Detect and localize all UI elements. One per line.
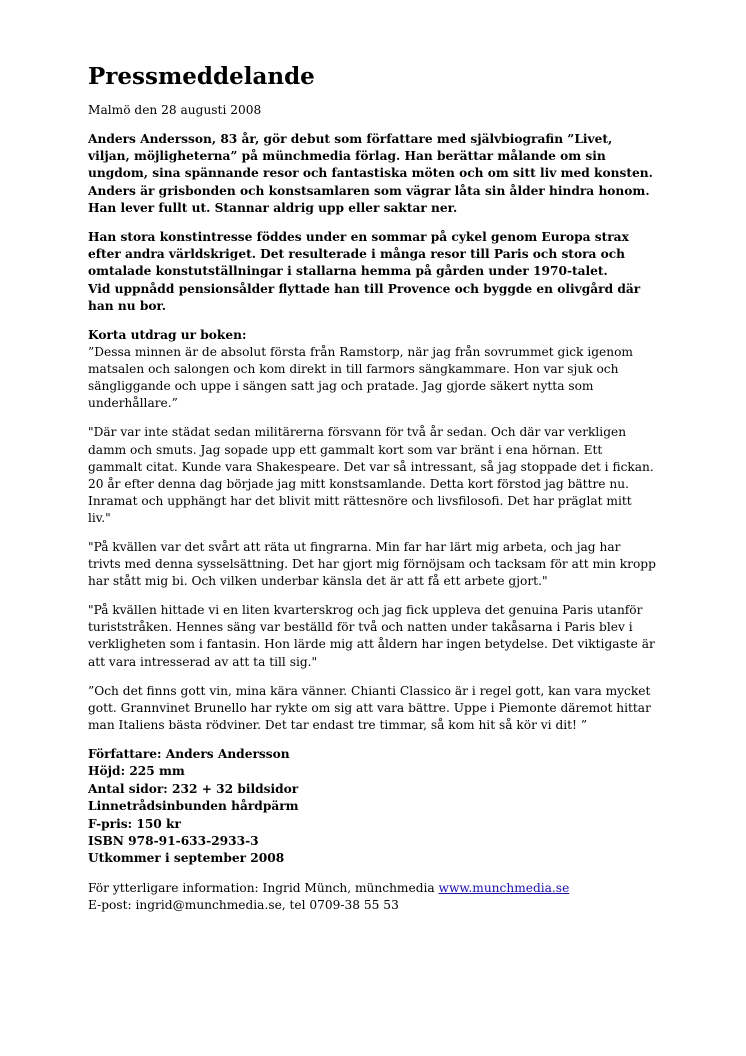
- excerpts-heading: Korta utdrag ur boken:: [88, 328, 247, 343]
- fact-release: Utkommer i september 2008: [88, 851, 285, 866]
- background-paragraph: [88, 229, 656, 315]
- contact-info: [88, 880, 656, 914]
- excerpt-quote-1: ”Dessa minnen är de absolut första från Ramstorp, när jag från sovrummet gick igenom matsalen och salongen och kom direkt in till farmors sängkammare. Hon var sjuk och sängliggande och uppe i sängen satt jag och pratade. Jag gjorde säkert nytta som underhållare.”: [88, 345, 633, 411]
- contact-info-line: [88, 880, 656, 897]
- fact-pages: Antal sidor: 232 + 32 bildsidor: [88, 781, 299, 796]
- website-link[interactable]: www.munchmedia.se: [438, 880, 570, 895]
- dateline: Malmö den 28 augusti 2008: [88, 103, 262, 117]
- excerpt-quote-4: "På kvällen hittade vi en liten kvarterskrog och jag fick uppleva det genuina Paris utanför turiststråken. Hennes säng var beställd för två och natten under takåsarna i Paris blev i verkligheten som i fantasin. Hon lärde mig att åldern har ingen betydelse. Det viktigaste är att vara intresserad av att ta till sig.": [88, 603, 655, 669]
- excerpt-quote-5: ”Och det finns gott vin, mina kära vänner. Chianti Classico är i regel gott, kan vara mycket gott. Grannvinet Brunello har rykte om sig att vara bättre. Uppe i Piemonte däremot hittar man Italiens bästa rödviner. Det tar endast tre timmar, så kom hit så kör vi dit! ”: [88, 683, 651, 732]
- contact-info-text: För ytterligare information: Ingrid Münch, münchmedia: [88, 880, 439, 895]
- background-part-2: Vid uppnådd pensionsålder flyttade han till Provence och byggde en olivgård där han nu bor.: [88, 281, 641, 313]
- excerpt-quote-2: "Där var inte städat sedan militärerna försvann för två år sedan. Och där var verkligen damm och smuts. Jag sopade upp ett gammalt kort som var bränt i ena hörnan. Ett gammalt citat. Kunde vara Shakespeare. Det var så intressant, så jag stoppade det i fickan. 20 år efter denna dag började jag mitt konstsamlande. Detta kort förstod jag bättre nu. Inramat och upphängt har det blivit mitt rättesnöre och livsfilosofi. Det har präglat mitt liv.": [88, 425, 654, 525]
- background-part-1: Han stora konstintresse föddes under en sommar på cykel genom Europa strax efter andra världskriget. Det resulterade i många resor till Paris och stora och omtalade konstutställningar i stallarna hemma på gården under 1970-talet.: [88, 230, 629, 279]
- intro-paragraph: Anders Andersson, 83 år, gör debut som författare med självbiografin ”Livet, viljan, möjligheterna” på münchmedia förlag. Han berättar målande om sin ungdom, sina spännande resor och fantastiska möten och om sitt liv med konsten. Anders är grisbonden och konstsamlaren som vägrar låta sin ålder hindra honom. Han lever fullt ut. Stannar aldrig upp eller saktar ner.: [88, 132, 653, 215]
- contact-email-line: E-post: ingrid@munchmedia.se, tel 0709-38 55 53: [88, 897, 399, 912]
- press-release-page: [88, 62, 656, 914]
- book-facts: [88, 746, 656, 868]
- fact-price: F-pris: 150 kr: [88, 816, 181, 831]
- fact-height: Höjd: 225 mm: [88, 764, 185, 779]
- fact-author: Författare: Anders Andersson: [88, 746, 290, 761]
- page-title: Pressmeddelande: [88, 63, 315, 90]
- excerpt-quote-3: "På kvällen var det svårt att räta ut fingrarna. Min far har lärt mig arbeta, och jag har trivts med denna sysselsättning. Det har gjort mig förnöjsam och tacksam för att min kropp har stått mig bi. Och vilken underbar känsla det är att få ett arbete gjort.": [88, 539, 656, 589]
- fact-binding: Linnetrådsinbunden hårdpärm: [88, 799, 299, 814]
- fact-isbn: ISBN 978-91-633-2933-3: [88, 833, 259, 848]
